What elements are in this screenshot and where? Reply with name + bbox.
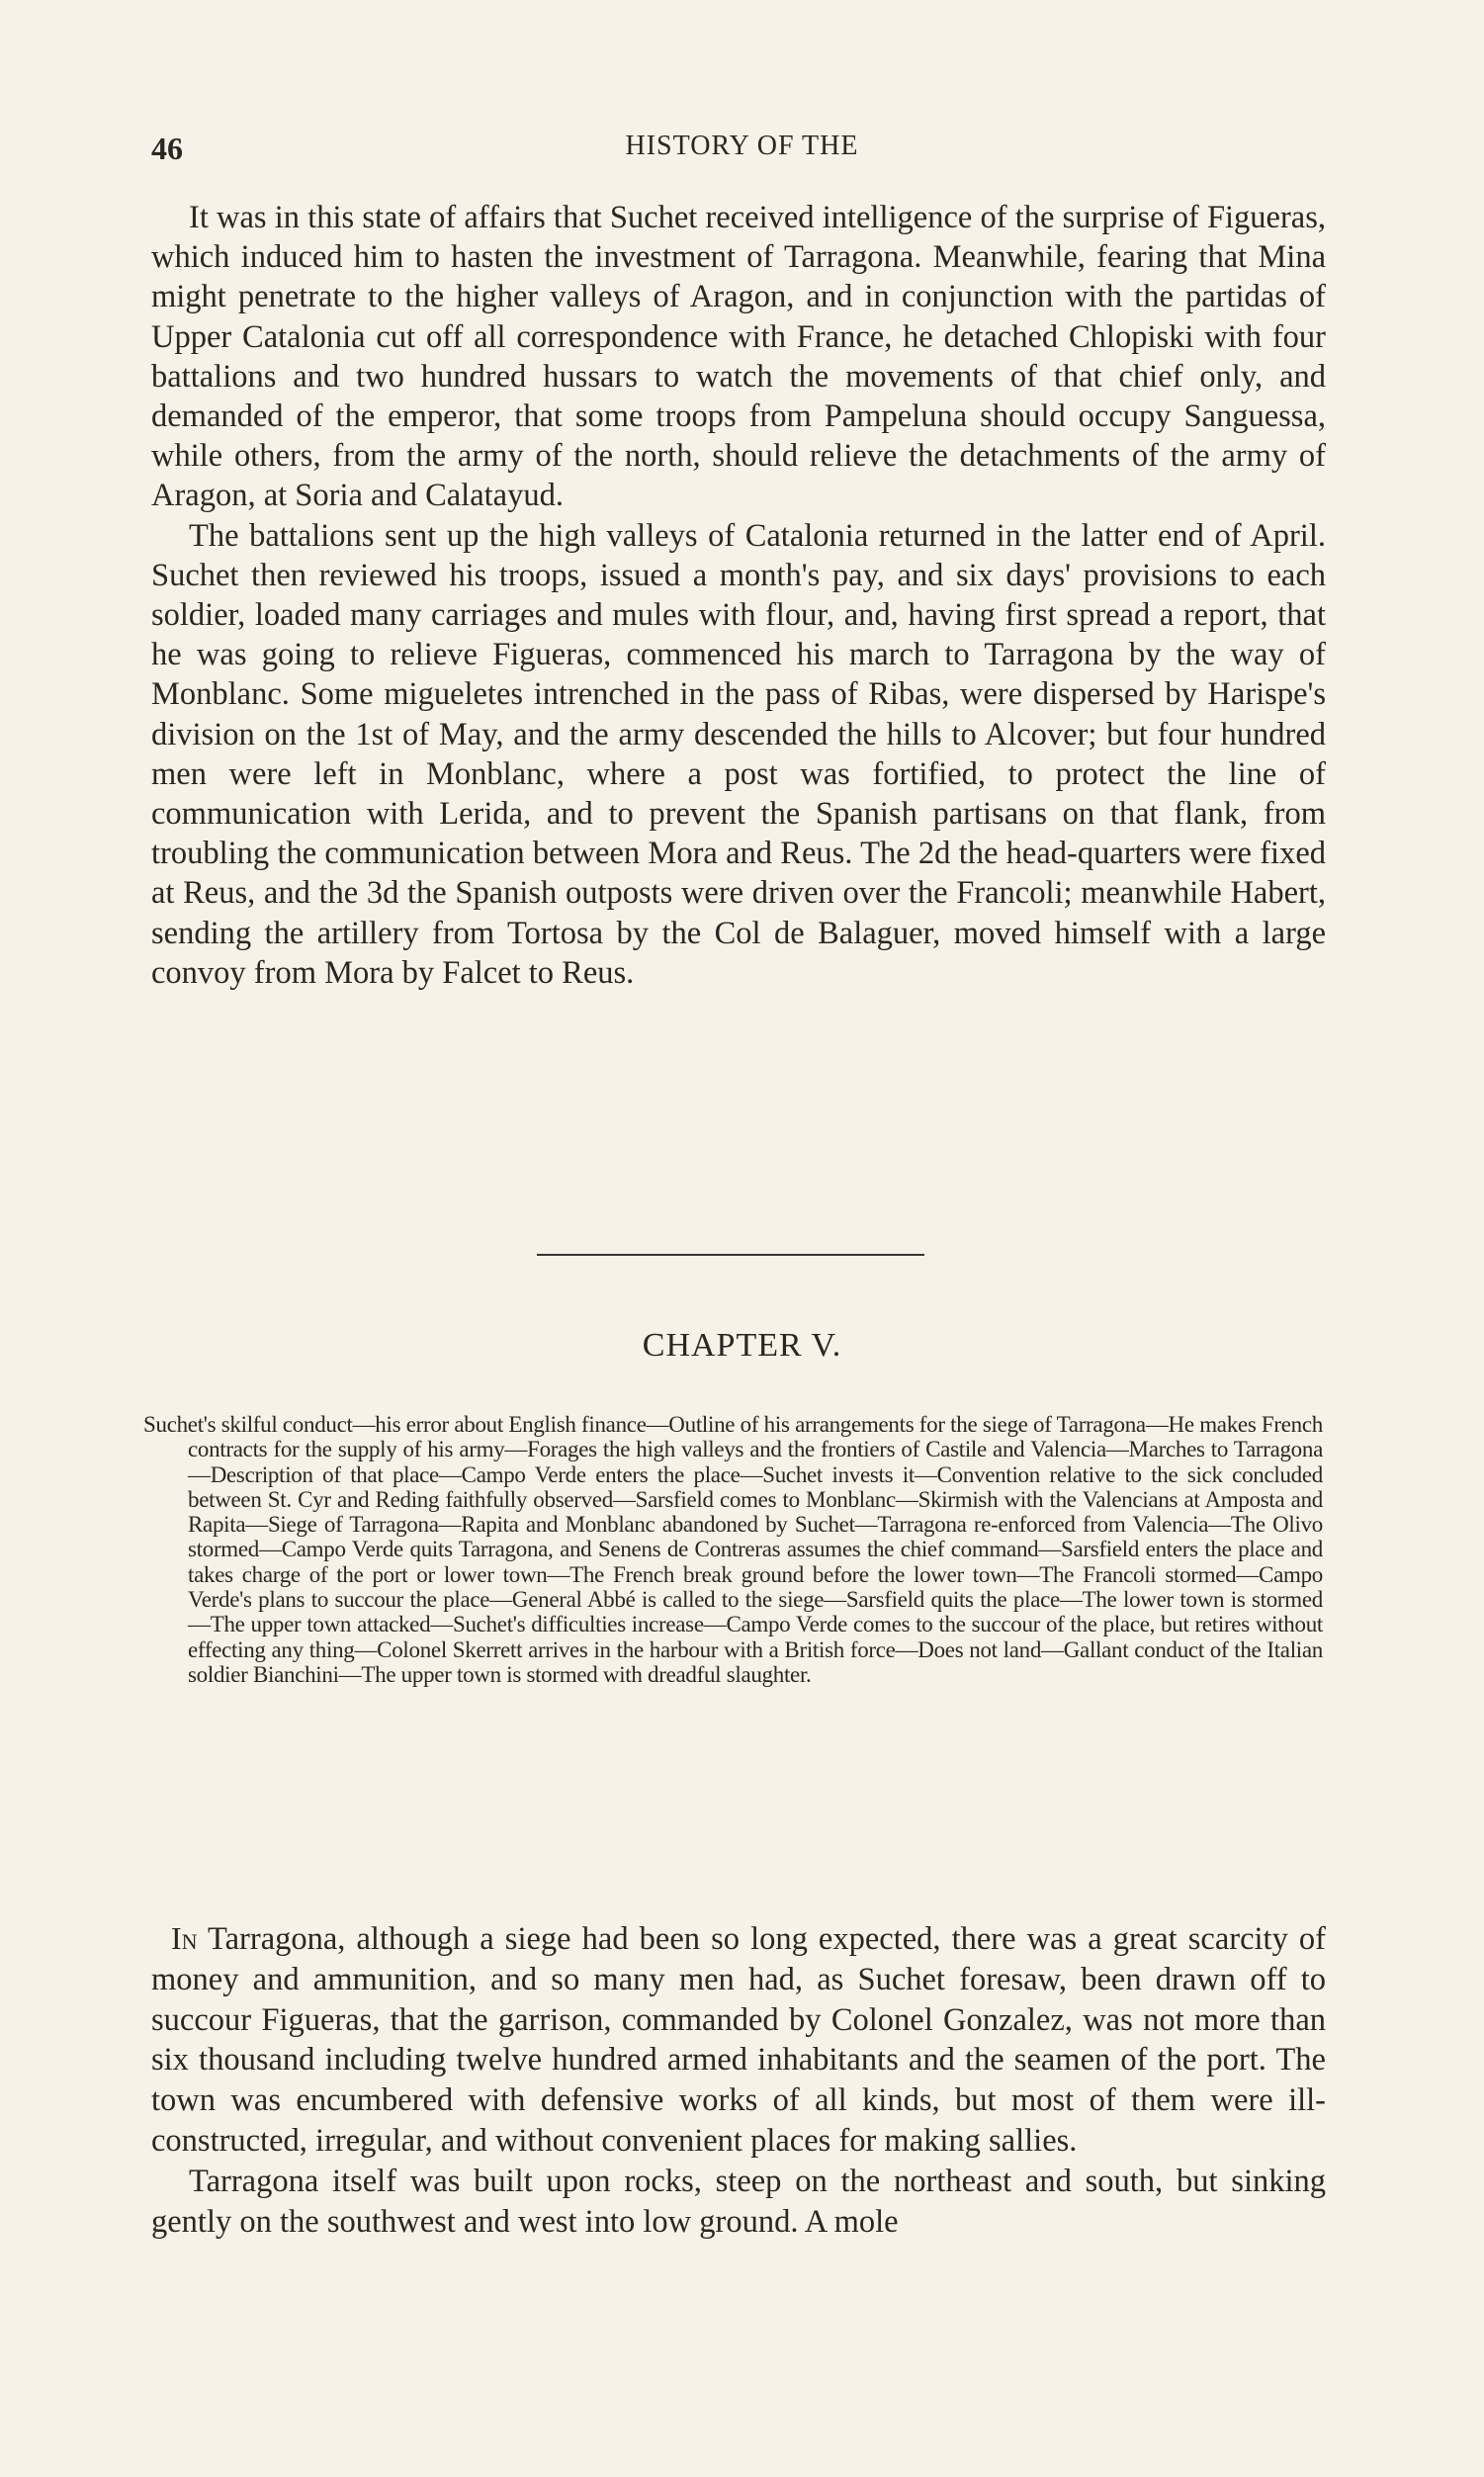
section-divider bbox=[537, 1254, 924, 1256]
section-text bbox=[151, 198, 1326, 993]
chapter-text bbox=[151, 1918, 1326, 2242]
opening-word: In bbox=[171, 1920, 198, 1956]
chapter-synopsis bbox=[143, 1412, 1323, 1687]
page-number: 46 bbox=[151, 131, 183, 166]
chapter-heading: CHAPTER V. bbox=[642, 1327, 842, 1364]
paragraph-text: Tarragona, although a siege had been so long expected, there was a great scarcity of money and ammunition, and so many men had, as Suchet foresaw, been drawn off to succour Figueras, that the garrison, commanded by Colonel Gonzalez, was not more than six thousand including twelve hundred armed inhabitants and the seamen of the port. The town was encumbered with defensive works of all kinds, but most of them were ill-constructed, irregular, and without convenient places for making sallies. bbox=[151, 1921, 1326, 2159]
running-title: HISTORY OF THE bbox=[625, 131, 859, 161]
paragraph bbox=[151, 1918, 1326, 2162]
paragraph: Tarragona itself was built upon rocks, steep on the northeast and south, but sinking gently on the southwest and west into low ground. A mole bbox=[151, 2163, 1326, 2240]
paragraph: It was in this state of affairs that Suchet received intelligence of the surprise of Figueras, which induced him to hasten the investment of Tarragona. Meanwhile, fearing that Mina might penetrate to the higher valleys of Aragon, and in conjunction with the partidas of Upper Catalonia cut off all correspondence with France, he detached Chlopiski with four battalions and two hundred hussars to watch the movements of that chief only, and demanded of the emperor, that some troops from Pampeluna should occupy Sanguessa, while others, from the army of the north, should relieve the detachments of the army of Aragon, at Soria and Calatayud. bbox=[151, 200, 1326, 514]
synopsis-text: Suchet's skilful conduct—his error about English finance—Outline of his arrangements for the siege of Tarragona—He makes French contracts for the supply of his army—Forages the high valleys and the frontiers of Castile and Valencia—Marches to Tarragona—Description of that place—Campo Verde enters the place—Suchet invests it—Convention relative to the sick concluded between St. Cyr and Reding faithfully observed—Sarsfield comes to Monblanc—Skirmish with the Valencians at Amposta and Rapita—Siege of Tarragona—Rapita and Monblanc abandoned by Suchet—Tarragona re-enforced from Valencia—The Olivo stormed—Campo Verde quits Tarragona, and Senens de Contreras assumes the chief command—Sarsfield enters the place and takes charge of the port or lower town—The French break ground before the lower town—The Francoli stormed—Campo Verde's plans to succour the place—General Abbé is called to the siege—Sarsfield quits the place—The lower town is stormed—The upper town attacked—Suchet's difficulties increase—Campo Verde comes to the succour of the place, but retires without effecting any thing—Colonel Skerrett arrives in the harbour with a British force—Does not land—Gallant conduct of the Italian soldier Bianchini—The upper town is stormed with dreadful slaughter. bbox=[143, 1412, 1323, 1687]
paragraph: The battalions sent up the high valleys of Catalonia returned in the latter end of April. Suchet then reviewed his troops, issued a month's pay, and six days' provisions to each soldier, loaded many carriages and mules with flour, and, having first spread a report, that he was going to relieve Figueras, commenced his march to Tarragona by the way of Monblanc. Some migueletes intrenched in the pass of Ribas, were dispersed by Harispe's division on the 1st of May, and the army descended the hills to Alcover; but four hundred men were left in Monblanc, where a post was fortified, to protect the line of communication with Lerida, and to prevent the Spanish partisans on that flank, from troubling the communication between Mora and Reus. The 2d the head-quarters were fixed at Reus, and the 3d the Spanish outposts were driven over the Francoli; meanwhile Habert, sending the artillery from Tortosa by the Col de Balaguer, moved himself with a large convoy from Mora by Falcet to Reus. bbox=[151, 517, 1326, 991]
